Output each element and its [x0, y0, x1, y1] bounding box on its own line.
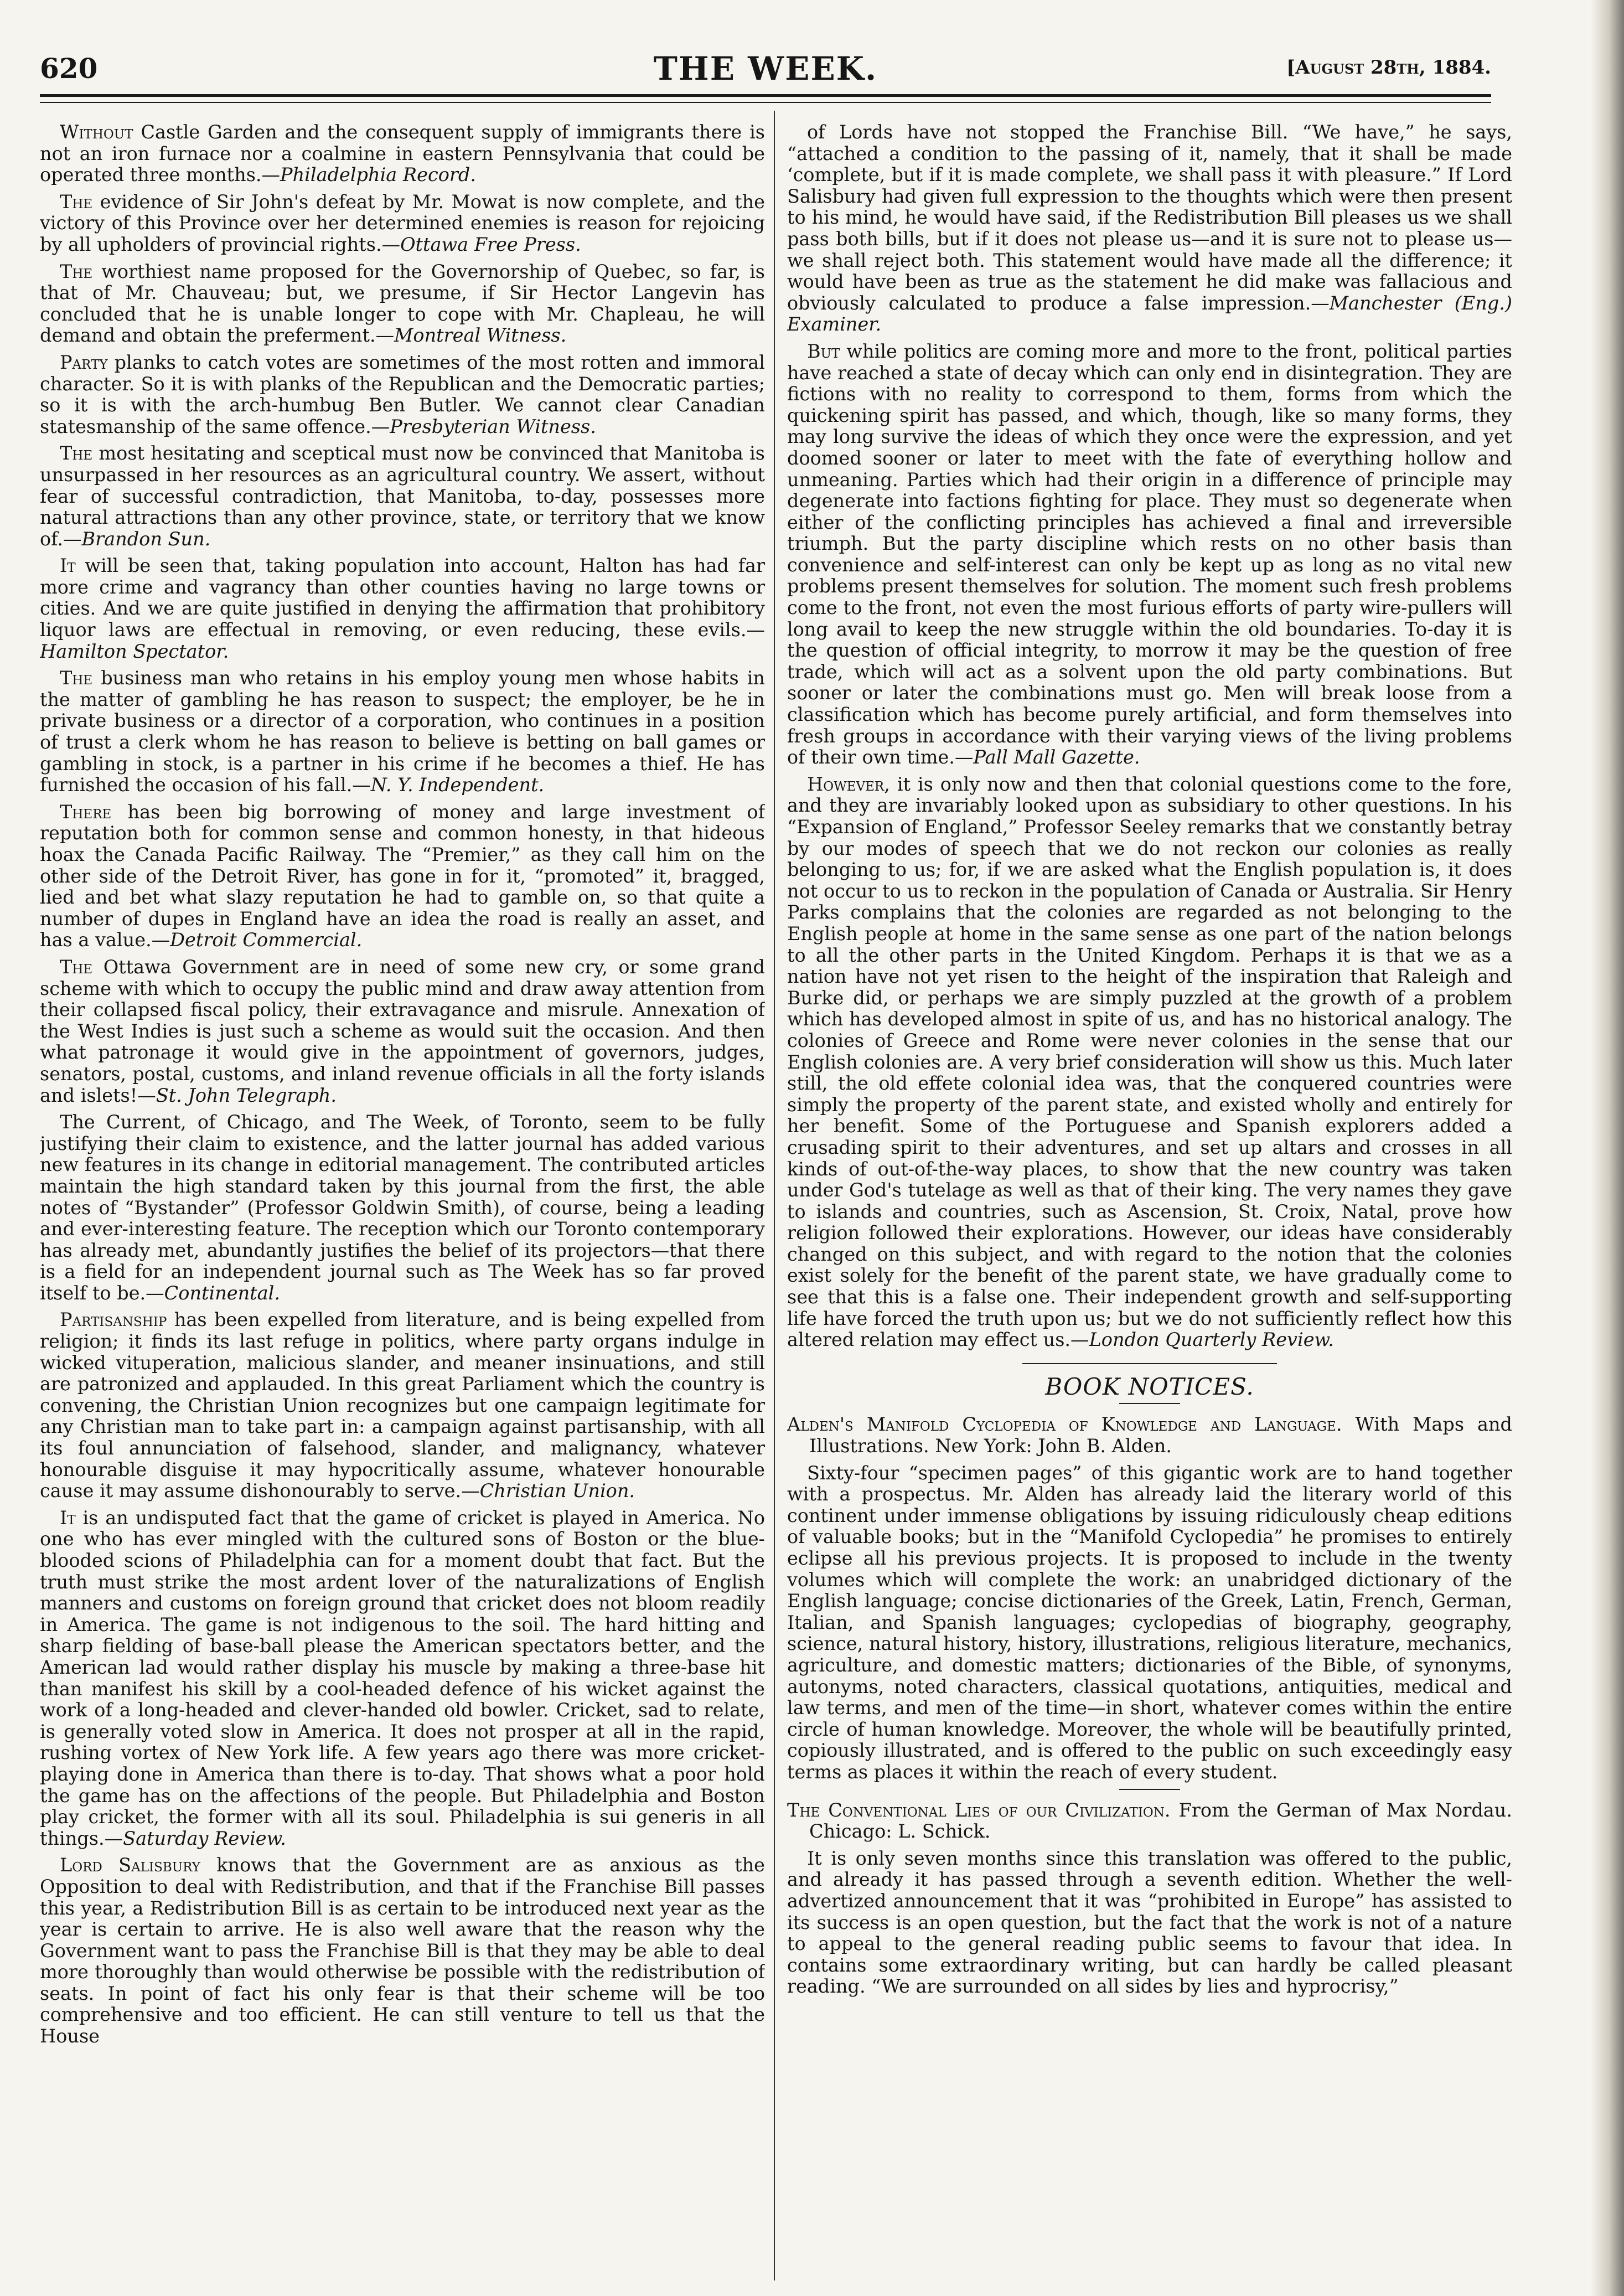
paragraph-text: most hesitating and sceptical must now be convinced that Manitoba is unsurpassed in her resources as an agricultural country. We assert, without fear of successful contradiction, that Manitoba, to-day, possesses more natural attractions than any other province, state, or territory that we know of.—	[40, 442, 765, 550]
left-column	[40, 122, 765, 2280]
article-paragraph	[40, 802, 765, 951]
source-attribution: N. Y. Independent.	[370, 774, 545, 796]
source-attribution: Hamilton Spectator.	[40, 640, 229, 662]
article-paragraph	[40, 668, 765, 796]
column-divider	[774, 111, 775, 2280]
lead-words: It	[60, 1506, 76, 1529]
source-attribution: Brandon Sun.	[81, 528, 211, 550]
source-attribution: Detroit Commercial.	[170, 929, 363, 951]
paragraph-text: of Lords have not stopped the Franchise Bill. “We have,” he says, “attached a condition to the passing of it, namely, that it shall be made ‘complete, but if it is made complete, we shall pass it with pleasure.” If Lord Salisbury had given full expression to the thoughts which were then present to his mind, he would have said, if the Redistribution Bill pleases us we shall pass both bills, but if it does not please us—and it is sure not to please us—we shall reject both. This statement would have made all the difference; it would have been as true as the statement he did make was fallacious and obviously calculated to produce a false impression.—	[787, 122, 1512, 314]
lead-words: But	[807, 340, 840, 362]
book-title: Alden's Manifold Cyclopedia of Knowledge and Language.	[787, 1413, 1342, 1436]
masthead-title: THE WEEK.	[653, 50, 878, 87]
paragraph-text: business man who retains in his employ young men whose habits in the matter of gambling he has reason to suspect; the employer, be he in private business or a director of a corporation, who continues in a position of trust a clerk whom he has reason to believe is betting on ball games or gambling in stock, is a partner in his crime if he becomes a thief. He has furnished the occasion of his fall.—	[40, 667, 765, 796]
article-paragraph	[40, 122, 765, 186]
article-paragraph	[787, 341, 1512, 768]
lead-words: There	[60, 801, 112, 823]
header-rule-thick	[40, 94, 1491, 97]
source-attribution: Pall Mall Gazette.	[973, 746, 1140, 768]
source-attribution: Christian Union.	[479, 1480, 635, 1502]
source-attribution: Ottawa Free Press.	[400, 233, 581, 255]
right-column	[787, 122, 1512, 2280]
article-paragraph	[40, 352, 765, 437]
source-attribution: Saturday Review.	[123, 1827, 286, 1849]
lead-words: It	[60, 555, 76, 577]
book-review-text: Sixty-four “specimen pages” of this gigantic work are to hand together with a prospectus. Mr. Alden has already laid the literary world of this continent under immense obligations by issuing ridiculously cheap editions of valuable books; but in the “Manifold Cyclopedia” he promises to entirely eclipse all his previous projects. It is proposed to include in the twenty volumes which will complete the work: an unabridged dictionary of the English language; concise dictionaries of the Greek, Latin, French, German, Italian, and Spanish languages; cyclopedias of biography, geography, science, natural history, history, illustrations, religious literature, mechanics, agriculture, and domestic matters; dictionaries of the Bible, of synonyms, autonyms, noted characters, classical quotations, antiquities, medical and law terms, and men of the time—in short, whatever comes within the entire circle of human knowledge. Moreover, the whole will be beautifully printed, copiously illustrated, and is offered to the public on such exceedingly easy terms as places it within the reach of every student.	[787, 1462, 1512, 1783]
lead-words: The	[60, 190, 93, 213]
paragraph-text: knows that the Government are as anxious as the Opposition to deal with Redistribution, and that if the Franchise Bill passes this year, a Redistribution Bill is as certain to be introduced next year as the year is certain to arrive. He is also well aware that the reason why the Government want to pass the Franchise Bill is that they may be able to deal more thoroughly than would otherwise be possible with the redistribution of seats. In point of fact his only fear is that their scheme will be too comprehensive and too efficient. He can still venture to tell us that the House	[40, 1854, 765, 2047]
lead-words: The	[60, 442, 93, 465]
book-title-line	[787, 1800, 1512, 1843]
section-separator	[1022, 1363, 1277, 1364]
book-notices-list	[787, 1414, 1512, 1997]
lead-words: However	[807, 773, 885, 795]
lead-words: Partisanship	[60, 1309, 167, 1331]
source-attribution: Manchester (Eng.) Examiner.	[787, 292, 1512, 336]
paragraph-text: is an undisputed fact that the game of cricket is played in America. No one who has ever mingled with the cultured sons of Boston or the blue-blooded scions of Philadelphia can for a moment doubt that fact. But the truth must strike the most ardent lover of the naturalizations of English manners and customs on foreign ground that cricket does not bloom readily in America. The game is not indigenous to the soil. The hard hitting and sharp fielding of base-ball please the American spectators better, and the American lad would rather display his muscle by making a three-base hit than manifest his skill by a cool-headed defence of his wicket against the work of a long-headed and clever-handed old bowler. Cricket, sad to relate, is generally voted slow in America. It does not prosper at all in the rapid, rushing vortex of New York life. A few years ago there was more cricket-playing done in America than there is to-day. That shows what a poor hold the game has on the affections of the people. But Philadelphia and Boston play cricket, the former with all its soul. Philadelphia is sui generis in all things.—	[40, 1506, 765, 1849]
lead-words: The	[60, 260, 93, 282]
heading-underline	[1119, 1403, 1180, 1404]
paragraph-text: has been big borrowing of money and large investment of reputation both for common sense and common honesty, in that hideous hoax the Canada Pacific Railway. The “Premier,” as they call him on the other side of the Detroit River, has gone in for it, “promoted” it, bragged, lied and bet what slazy reputation he had to gamble on, so that quite a number of dupes in England have an idea the road is really an asset, and has a value.—	[40, 801, 765, 951]
paragraph-text: has been expelled from literature, and is being expelled from religion; it finds its last refuge in politics, where party organs indulge in wicked vituperation, malicious slander, and meaner insinuations, and still are patronized and applauded. In this great Parliament which the country is convening, the Christian Union recognizes but one campaign legitimate for any Christian man to take part in: a campaign against partisanship, with all its foul annunciation of falsehood, slander, and malignancy, whatever honourable disguise it may hypocritically assume, whatever honourable cause it may assume dishonourably to serve.—	[40, 1309, 765, 1502]
paragraph-text: , it is only now and then that colonial questions come to the fore, and they are invariably looked upon as subsidiary to other questions. In his “Expansion of England,” Professor Seeley remarks that we constantly betray by our modes of speech that we do not reckon our colonies as really belonging to us; for, if we are asked what the English population is, it does not occur to us to reckon in the population of Canada or Australia. Sir Henry Parks complains that the colonies are regarded as not belonging to the English people at home in the same sense as one part of the nation belongs to all the other parts in the United Kingdom. Perhaps it is that we as a nation have not yet risen to the height of the inspiration that Raleigh and Burke did, or perhaps we are simply puzzled at the growth of a problem which has developed almost in spite of us, and has no historical analogy. The colonies of Greece and Rome were never colonies in the sense that our English colonies are. A very brief consideration will show us this. Much later still, the old effete colonial idea was, that the conquered countries were simply the property of the parent state, and existed wholly and entirely for her benefit. Some of the Portuguese and Spanish explorers added a crusading spirit to their adventures, and set up altars and crosses in all kinds of out-of-the-way places, to show that the new country was taken under God's tutelage as well as that of their king. The very names they gave to islands and countries, such as Ascension, St. Croix, Natal, prove how religion followed their explorations. However, our ideas have considerably changed on this subject, and with regard to the notion that the colonies exist solely for the benefit of the parent state, we have gradually come to see that this is a false one. Their independent growth and self-supporting life have forced the truth upon us; but we do not sufficiently reflect how this altered relation may effect us.—	[787, 773, 1512, 1351]
book-separator	[1119, 1789, 1180, 1790]
article-paragraph	[40, 443, 765, 550]
page-header	[40, 48, 1491, 92]
source-attribution: Philadelphia Record.	[280, 164, 476, 186]
article-paragraph	[787, 122, 1512, 336]
source-attribution: London Quarterly Review.	[1089, 1329, 1334, 1351]
article-paragraph	[40, 1309, 765, 1502]
paragraph-text: Ottawa Government are in need of some new cry, or some grand scheme with which to occupy the public mind and draw away attention from their collapsed fiscal policy, their extravagance and misrule. Annexation of the West Indies is just such a scheme as would suit the occasion. And then what patronage it would give in the appointment of governors, judges, senators, postal, customs, and inland revenue officials in all the forty islands and islets!—	[40, 956, 765, 1106]
article-paragraph	[40, 1855, 765, 2047]
article-paragraph	[40, 1112, 765, 1304]
header-rule-thin	[40, 102, 1491, 103]
article-paragraph	[40, 957, 765, 1106]
lead-words: Without	[60, 122, 133, 143]
paragraph-text: evidence of Sir John's defeat by Mr. Mowat is now complete, and the victory of this Province over her determined enemies is reason for rejoicing by all upholders of provincial rights.—	[40, 190, 765, 255]
source-attribution: Continental.	[164, 1282, 280, 1304]
article-paragraph	[40, 1508, 765, 1850]
source-attribution: Montreal Witness.	[394, 324, 567, 347]
source-attribution: Presbyterian Witness.	[390, 415, 596, 437]
article-paragraph	[40, 555, 765, 662]
lead-words: The	[60, 667, 93, 689]
article-paragraph	[787, 774, 1512, 1351]
lead-words: The	[60, 956, 93, 978]
paragraph-text: planks to catch votes are sometimes of the most rotten and immoral character. So it is with planks of the Republican and the Democratic parties; so it is with the arch-humbug Ben Butler. We cannot clear Canadian statesmanship of the same offence.—	[40, 351, 765, 437]
source-attribution: St. John Telegraph.	[156, 1084, 337, 1106]
book-review-text: It is only seven months since this translation was offered to the public, and already it has passed through a seventh edition. Whether the well-advertized announcement that it was “prohibited in Europe” has assisted to its success is an open question, but the fact that the work is not of a nature to appeal to the general reading public seems to favour that idea. In contains some extraordinary writing, but can hardly be called pleasant reading. “We are surrounded on all sides by lies and hyprocrisy,”	[787, 1847, 1512, 1998]
issue-date: [August 28th, 1884.	[1286, 56, 1491, 79]
paragraph-text: worthiest name proposed for the Governorship of Quebec, so far, is that of Mr. Chauveau; but, we presume, if Sir Hector Langevin has concluded that he is unable longer to cope with Mr. Chapleau, he will demand and obtain the preferment.—	[40, 260, 765, 347]
page-edge-shadow	[1591, 0, 1624, 2296]
paragraph-text: while politics are coming more and more to the front, political parties have reached a state of decay which can only end in disintegration. They are fictions with no reality to correspond to them, forms from which the quickening spirit has passed, and which, though, like so many forms, they may long survive the ideas of which they once were the expression, and yet doomed sooner or later to meet with the fate of everything hollow and unmeaning. Parties which had their origin in a difference of principle may degenerate into factions fighting for place. They must so degenerate when either of the conflicting principles has achieved a final and irreversible triumph. But the party discipline which rests on no other basis than convenience and self-interest can only be kept up as long as no vital new problems present themselves for solution. The moment such fresh problems come to the front, not even the most furious efforts of party wire-pullers will long avail to keep the new struggle within the old boundaries. To-day it is the question of official integrity, to morrow it may be the question of free trade, which will act as a solvent upon the old party combinations. But sooner or later the combinations must go. Men will break loose from a classification which has become purely artificial, and form themselves into fresh groups in accordance with their varying views of the living problems of their own time.—	[787, 340, 1512, 768]
lead-words: Lord Salisbury	[60, 1854, 200, 1876]
book-details: From the German of Max Nordau. Chicago: L. Schick.	[809, 1799, 1512, 1843]
book-notices-heading: BOOK NOTICES.	[1045, 1373, 1254, 1400]
paragraph-text: The Current, of Chicago, and The Week, of Toronto, seem to be fully justifying their claim to existence, and the latter journal has added various new features in its change in editorial management. The contributed articles maintain the high standard taken by this journal from the first, the able notes of “Bystander” (Professor Goldwin Smith), of course, being a leading and ever-interesting feature. The reception which our Toronto contemporary has already met, abundantly justifies the belief of its projectors—that there is a field for an independent journal such as The Week has so far proved itself to be.—	[40, 1111, 765, 1304]
page-number: 620	[40, 52, 98, 85]
book-details: With Maps and Illustrations. New York: John B. Alden.	[809, 1413, 1512, 1457]
paragraph-text: will be seen that, taking population into account, Halton has had far more crime and vagrancy than other counties having no large towns or cities. And we are quite justified in denying the affirmation that prohibitory liquor laws are effectual in removing, or even reducing, these evils.—	[40, 555, 765, 641]
paragraph-text: Castle Garden and the consequent supply of immigrants there is not an iron furnace nor a coalmine in eastern Pennsylvania that could be operated three months.—	[40, 122, 765, 186]
lead-words: Party	[60, 351, 108, 373]
article-paragraph	[40, 261, 765, 347]
book-title: The Conventional Lies of our Civilization.	[787, 1799, 1171, 1821]
article-paragraph	[40, 192, 765, 256]
book-title-line	[787, 1414, 1512, 1457]
right-column-extracts	[787, 122, 1512, 1351]
